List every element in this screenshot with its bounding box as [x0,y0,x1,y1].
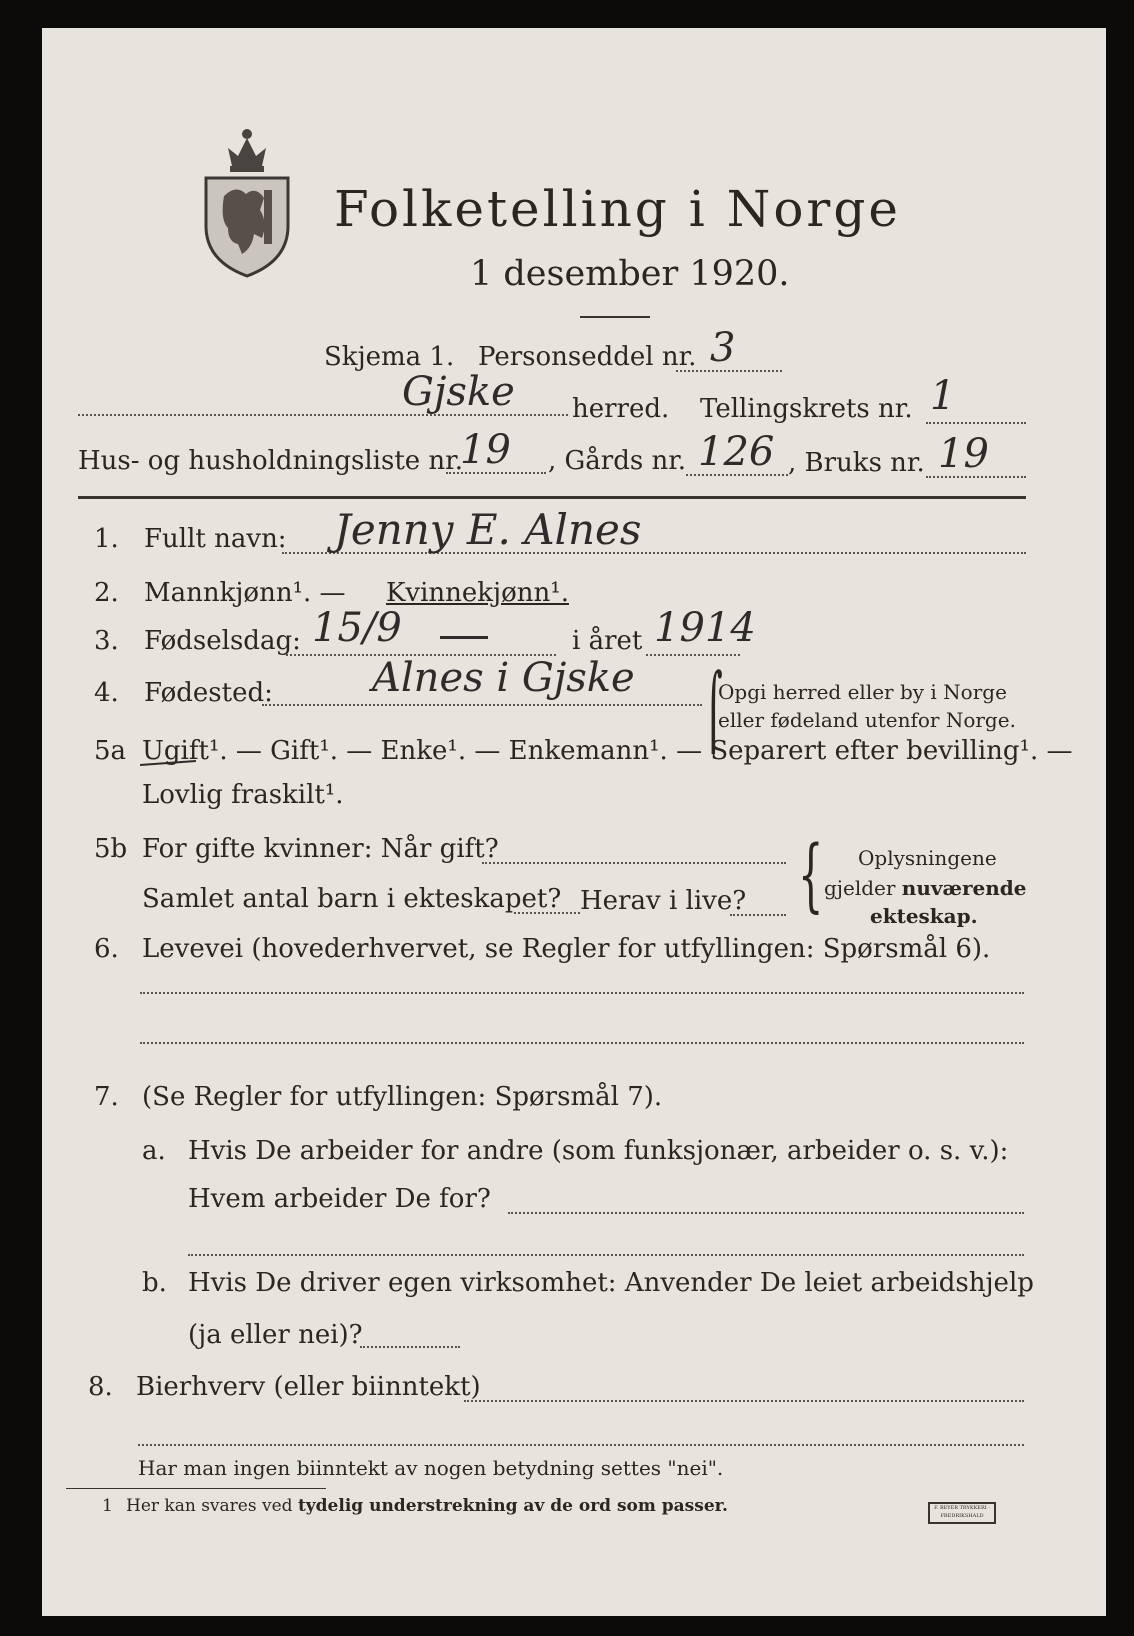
herred-label: herred. [572,394,670,424]
q5a-number: 5a [94,736,127,766]
hus-label: Hus- og husholdningsliste nr. [78,446,464,476]
q4-note-line-1: Opgi herred eller by i Norge [718,680,1007,704]
q7b-label: Hvis De driver egen virksomhet: Anvender De leiet arbeidshjelp [188,1268,1034,1298]
q3-birthday-value[interactable]: 15/9 [312,605,402,651]
tellingskrets-label: Tellingskrets nr. [700,394,913,424]
q2-number: 2. [94,578,119,608]
q2-option-female[interactable]: Kvinnekjønn¹. [386,578,569,608]
footnote-text-a: Her kan svares ved [126,1496,298,1516]
bruks-value[interactable]: 19 [938,431,989,477]
q4-brace: ⌠ [704,672,723,754]
title-divider [580,316,650,318]
q7a-employer-field-2[interactable] [188,1254,1024,1256]
gards-value[interactable]: 126 [698,429,775,475]
q3-year-field-line [646,654,740,656]
q5b-number: 5b [94,834,128,864]
q7-number: 7. [94,1082,119,1112]
q2-option-male[interactable]: Mannkjønn¹. — [144,578,346,608]
q5b-brace: { [798,830,824,922]
q7a-employer-field[interactable] [508,1212,1024,1214]
q7b-number: b. [142,1268,167,1298]
q3-year-label: i året [572,626,643,656]
q4-note-line-2: eller fødeland utenfor Norge. [718,708,1016,732]
hus-value[interactable]: 19 [460,427,511,473]
q5b-note-line-2b: nuværende [901,876,1027,900]
q1-number: 1. [94,524,119,554]
bruks-label: , Bruks nr. [788,448,925,478]
q3-year-value[interactable]: 1914 [654,605,756,651]
census-date: 1 desember 1920. [470,254,790,294]
gards-label: , Gårds nr. [548,446,687,476]
footnote-number: 1 [102,1496,113,1516]
q5b-note-line-3: ekteskap. [870,904,978,928]
herred-value[interactable]: Gjske [402,369,515,415]
q5b-alive-field[interactable] [730,914,786,916]
q7-label: (Se Regler for utfyllingen: Spørsmål 7). [142,1082,663,1112]
schema-label: Skjema 1. [324,342,455,372]
q8-field-line-2[interactable] [138,1444,1024,1446]
q8-field-line-1[interactable] [464,1400,1024,1402]
q5a-options-line-2[interactable]: Lovlig fraskilt¹. [142,780,344,810]
q7a-number: a. [142,1136,166,1166]
q5b-note-line-2a: gjelder [824,876,902,900]
q7b-yes-no-label: (ja eller nei)? [188,1320,363,1350]
q5b-note-line-2 [824,876,1027,900]
q6-field-line-2[interactable] [140,1042,1024,1044]
q5b-alive-label: Herav i live? [580,886,747,916]
header-divider [78,496,1026,499]
printer-stamp: F. BEYER TRYKKERI · FREDRIKSHALD [928,1502,996,1524]
personseddel-label: Personseddel nr. [478,342,697,372]
q1-label: Fullt navn: [144,524,287,554]
q7a-employer-label: Hvem arbeider De for? [188,1184,491,1214]
tellingskrets-value[interactable]: 1 [930,373,956,419]
q8-label: Bierhverv (eller biinntekt) [136,1372,481,1402]
q7a-label: Hvis De arbeider for andre (som funksjonær, arbeider o. s. v.): [188,1136,1009,1166]
footer-note: Har man ingen biinntekt av nogen betydning settes "nei". [138,1456,724,1480]
footnote-text [126,1496,728,1516]
footnote-divider [66,1488,326,1489]
q6-label: Levevei (hovederhvervet, se Regler for utfyllingen: Spørsmål 6). [142,934,991,964]
q5b-when-married-field[interactable] [482,862,786,864]
q3-label: Fødselsdag: [144,626,301,656]
q7b-yes-no-field[interactable] [360,1346,460,1348]
q4-field-line [262,704,702,706]
q3-dash-mark [440,636,488,639]
q4-label: Fødested: [144,678,273,708]
q4-number: 4. [94,678,119,708]
q6-field-line-1[interactable] [140,992,1024,994]
q5b-note-line-1: Oplysningene [858,846,997,870]
q3-number: 3. [94,626,119,656]
q4-birthplace-value[interactable]: Alnes i Gjske [372,655,635,701]
tellingskrets-field-line [926,422,1026,424]
footnote-text-b: tydelig understrekning av de ord som passer. [297,1496,728,1516]
q5b-children-label: Samlet antal barn i ekteskapet? [142,884,562,914]
q6-number: 6. [94,934,119,964]
q5b-children-field[interactable] [514,912,580,914]
census-form [42,28,1106,1616]
personseddel-value[interactable]: 3 [710,325,736,371]
q8-number: 8. [88,1372,113,1402]
norway-coat-of-arms-icon [202,126,292,278]
q5b-when-married-label: For gifte kvinner: Når gift? [142,834,499,864]
form-title: Folketelling i Norge [334,180,901,238]
q5a-options[interactable]: Ugift¹. — Gift¹. — Enke¹. — Enkemann¹. — Separert efter bevilling¹. — [142,736,1073,766]
q1-full-name-value[interactable]: Jenny E. Alnes [334,505,642,554]
